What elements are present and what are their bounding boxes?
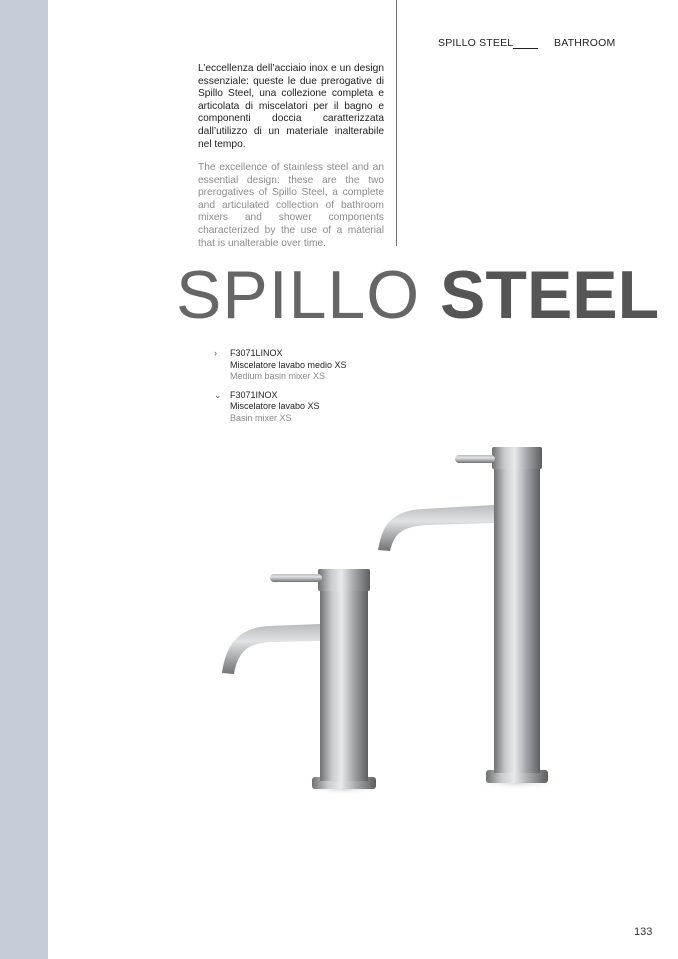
product-name-italian: Miscelatore lavabo medio XS	[230, 359, 347, 370]
product-entry	[214, 390, 414, 425]
page-number: 133	[634, 926, 653, 938]
side-color-band	[0, 0, 48, 959]
header-separator	[513, 48, 538, 49]
product-code: F3071LINOX	[230, 348, 283, 358]
vertical-divider	[396, 0, 397, 246]
header-section: BATHROOM	[554, 37, 616, 49]
short-basin-mixer	[222, 569, 384, 795]
running-header	[420, 37, 620, 53]
product-list	[214, 348, 414, 431]
chevron-down-icon: ⌄	[214, 389, 222, 400]
product-name-english: Medium basin mixer XS	[230, 371, 326, 381]
chevron-right-icon: ›	[214, 348, 217, 358]
collection-title	[176, 255, 659, 335]
tall-basin-mixer	[378, 447, 563, 790]
intro-text-english: The excellence of stainless steel and an essential design: these are the two prerogatives of Spillo Steel, a complete and articulated collection of bathroom mixers and shower components characterized by the use of a material that is unalterable over time.	[198, 162, 384, 249]
header-collection: SPILLO STEEL	[438, 37, 514, 49]
product-name-italian: Miscelatore lavabo XS	[230, 401, 320, 411]
product-entry	[214, 348, 414, 383]
intro-text-italian: L’eccellenza dell’acciaio inox e un design essenziale: queste le due prerogative di Spillo Steel, una collezione completa e articolata di miscelatori per il bagno e componenti doccia caratterizzata dall’utilizzo di un materiale inalterabile nel tempo.	[198, 63, 384, 150]
title-bold: STEEL	[440, 257, 660, 333]
product-name-english: Basin mixer XS	[230, 412, 292, 423]
title-light: SPILLO	[176, 257, 421, 333]
product-code: F3071INOX	[230, 389, 278, 400]
